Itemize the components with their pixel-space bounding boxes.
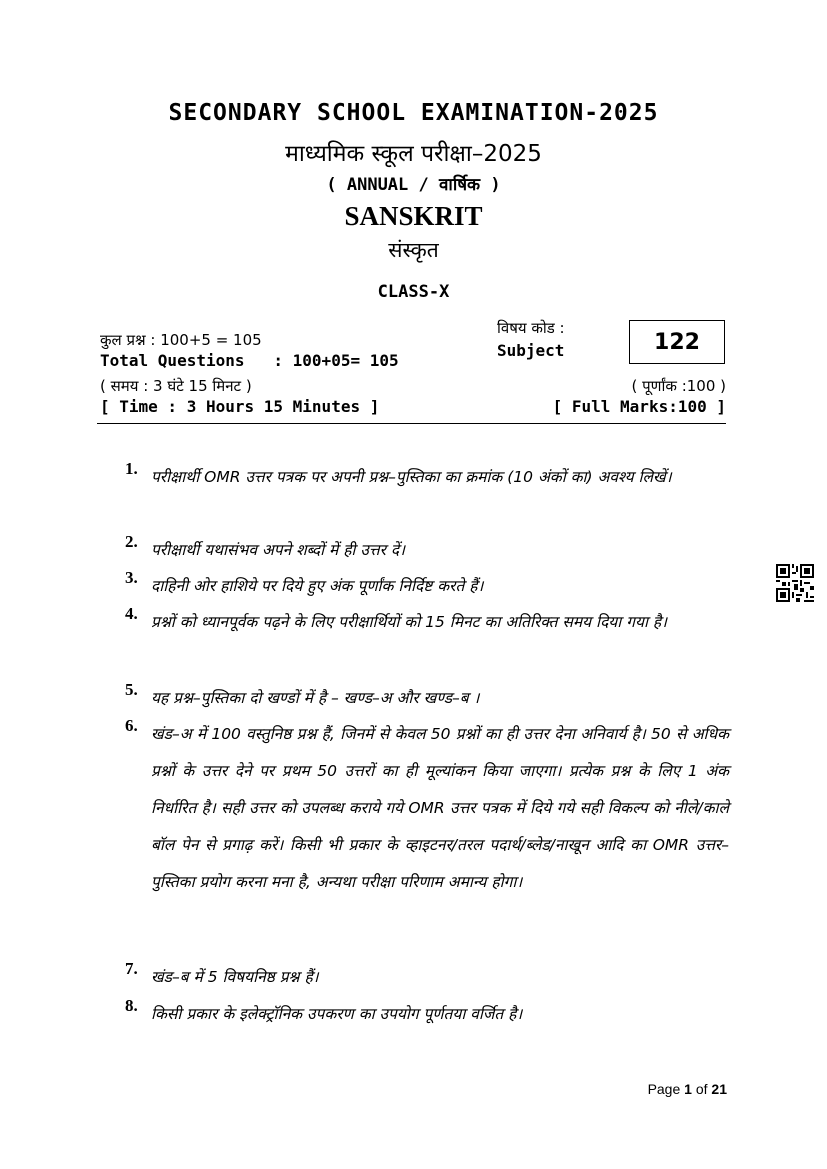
full-marks-english: [ Full Marks:100 ] bbox=[552, 397, 726, 416]
subject-code-label-english: Subject bbox=[497, 341, 565, 360]
instruction-text: किसी प्रकार के इलेक्ट्रॉनिक उपकरण का उपयोग पूर्णतया वर्जित है। bbox=[151, 1005, 523, 1023]
subject-code-label-hindi: विषय कोड : bbox=[497, 319, 565, 337]
total-questions-hindi: कुल प्रश्न : 100+5 = 105 bbox=[100, 331, 262, 349]
exam-title-hindi: माध्यमिक स्कूल परीक्षा–2025 bbox=[285, 141, 542, 167]
instruction-number: 1. bbox=[125, 459, 138, 478]
instruction-number: 7. bbox=[125, 959, 138, 978]
subject-name-hindi: संस्कृत bbox=[388, 238, 439, 262]
instruction-number: 4. bbox=[125, 604, 138, 623]
qr-code-icon bbox=[776, 564, 814, 602]
instruction-text: प्रश्नों को ध्यानपूर्वक पढ़ने के लिए परीक्षार्थियों को 15 मिनट का अतिरिक्त समय दिया गया है। bbox=[151, 613, 667, 631]
instruction-text: परीक्षार्थी OMR उत्तर पत्रक पर अपनी प्रश्न–पुस्तिका का क्रमांक (10 अंकों का) अवश्य लिखें। bbox=[151, 468, 672, 486]
exam-type: ( ANNUAL / वार्षिक ) bbox=[326, 175, 501, 195]
instruction-text: खंड–ब में 5 विषयनिष्ठ प्रश्न हैं। bbox=[151, 968, 319, 986]
instruction-number: 8. bbox=[125, 996, 138, 1015]
total-questions-english: Total Questions : 100+05= 105 bbox=[100, 351, 399, 370]
subject-code-box: 122 bbox=[629, 320, 725, 364]
page-number bbox=[648, 1081, 727, 1097]
instruction-number: 6. bbox=[125, 716, 138, 735]
page-total: 21 bbox=[711, 1081, 727, 1097]
full-marks-hindi: ( पूर्णांक :100 ) bbox=[631, 377, 726, 395]
header-divider bbox=[97, 423, 726, 424]
instruction-number: 3. bbox=[125, 568, 138, 587]
page-of: of bbox=[695, 1081, 708, 1097]
page-prefix: Page bbox=[647, 1081, 681, 1097]
instruction-text: खंड–अ में 100 वस्तुनिष्ठ प्रश्न हैं, जिनमें से केवल 50 प्रश्नों का ही उत्तर देना अनिवार्य है। 50 से अधिक प्रश्नों के उत्तर देने पर प्रथम 50 उत्तरों का ही मूल्यांकन किया जाएगा। प्रत्येक प्रश्न के लिए 1 अंक निर्धारित है। सही उत्तर को उपलब्ध कराये गये OMR उत्तर पत्रक में दिये गये सही विकल्प को नीले/काले बॉल पेन से प्रगाढ़ करें। किसी भी प्रकार के व्हाइटनर/तरल पदार्थ/ब्लेड/नाखून आदि का OMR उत्तर–पुस्तिका प्रयोग करना मना है, अन्यथा परीक्षा परिणाम अमान्य होगा। bbox=[151, 725, 729, 891]
page-current: 1 bbox=[684, 1081, 692, 1097]
subject-name-english: SANSKRIT bbox=[344, 201, 483, 231]
time-english: [ Time : 3 Hours 15 Minutes ] bbox=[100, 397, 380, 416]
instruction-text: यह प्रश्न–पुस्तिका दो खण्डों में है – खण्ड–अ और खण्ड–ब । bbox=[151, 689, 480, 707]
class-label: CLASS-X bbox=[377, 282, 450, 302]
instruction-text: परीक्षार्थी यथासंभव अपने शब्दों में ही उत्तर दें। bbox=[151, 541, 405, 559]
exam-title-english: SECONDARY SCHOOL EXAMINATION-2025 bbox=[168, 100, 659, 126]
instruction-number: 5. bbox=[125, 680, 138, 699]
instruction-text: दाहिनी ओर हाशिये पर दिये हुए अंक पूर्णांक निर्दिष्ट करते हैं। bbox=[151, 577, 484, 595]
time-hindi: ( समय : 3 घंटे 15 मिनट ) bbox=[100, 377, 252, 395]
instruction-number: 2. bbox=[125, 532, 138, 551]
